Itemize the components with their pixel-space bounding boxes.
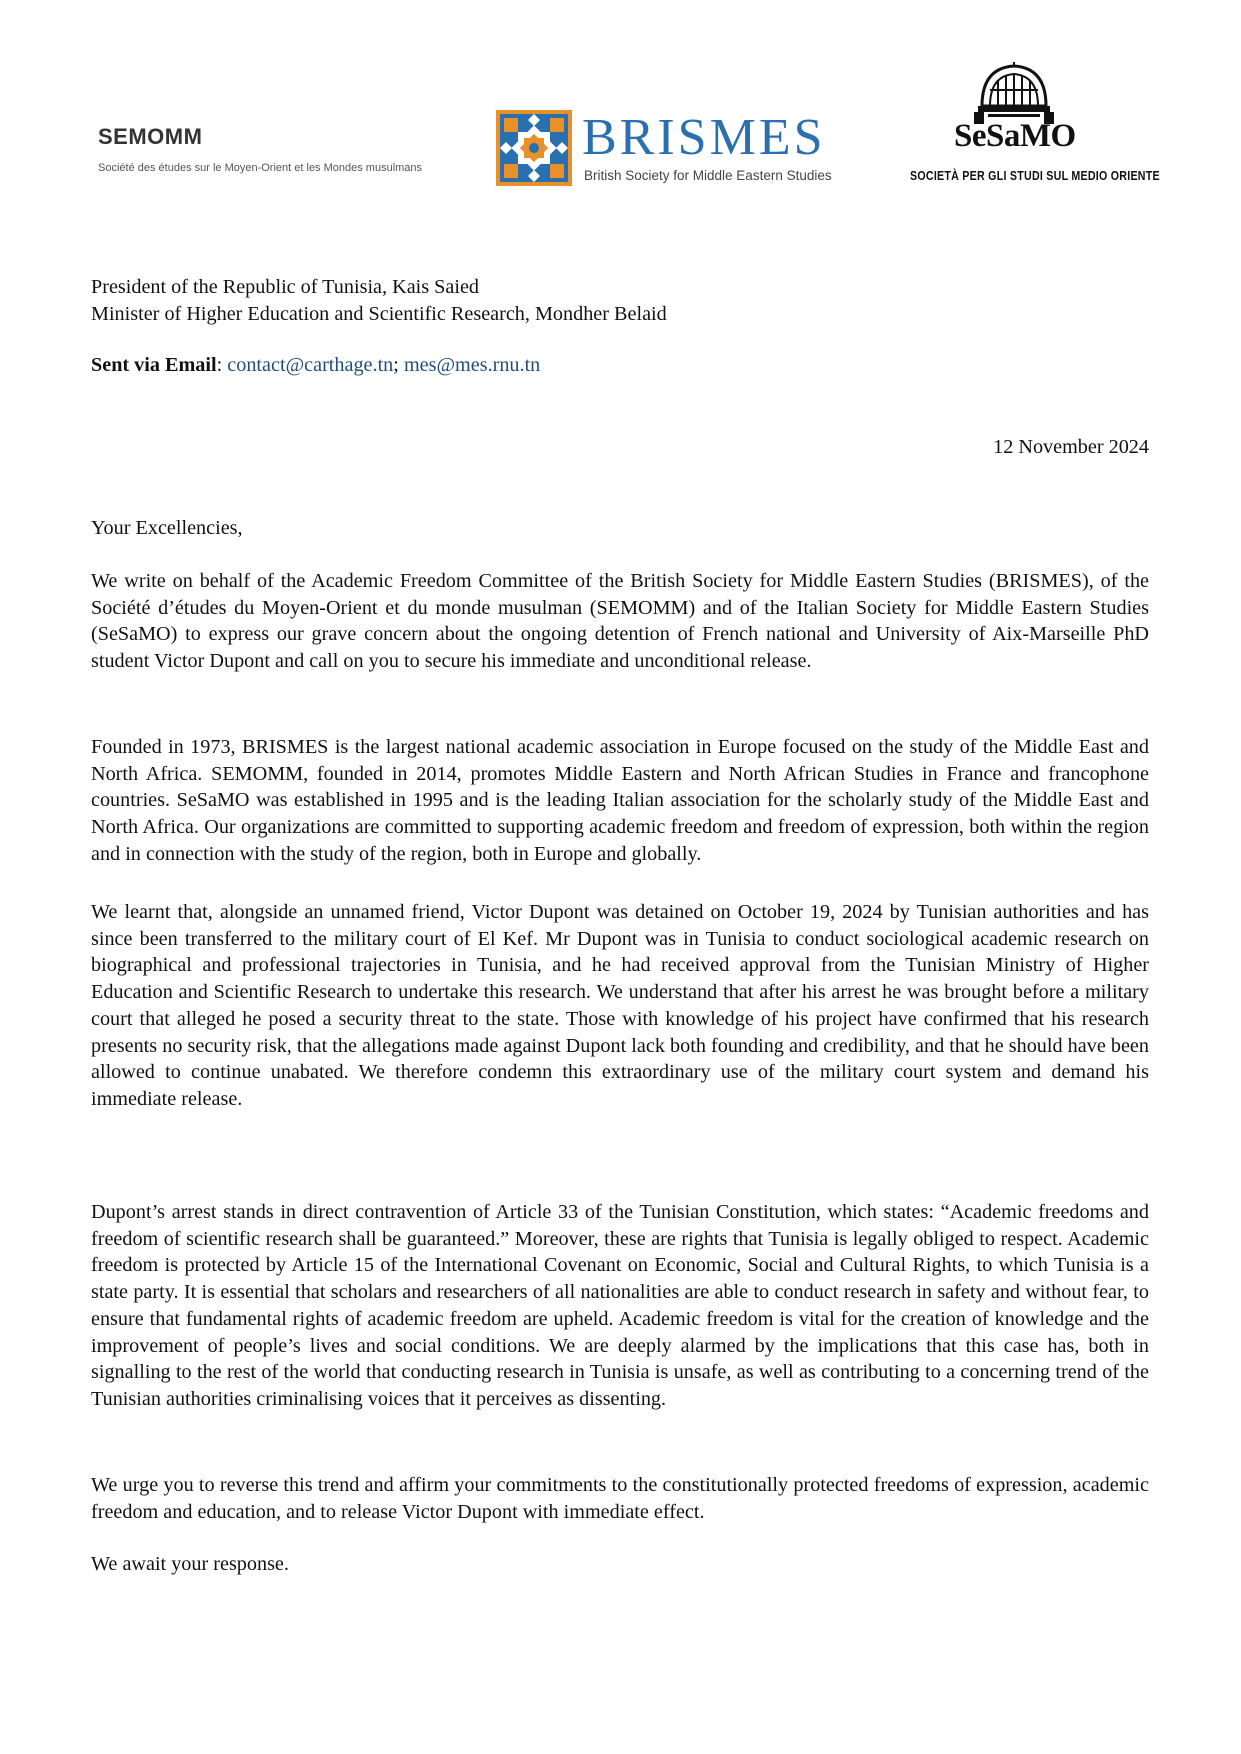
closing-line: We await your response. <box>91 1553 289 1575</box>
sent-via-email-label: Sent via Email <box>91 354 217 376</box>
sesamo-logo-name: SeSaMO <box>954 118 1076 154</box>
body-paragraph: We write on behalf of the Academic Freedom Committee of the British Society for Middle Eastern Studies (BRISMES), of the Société d’études du Moyen-Orient et du monde musulman (SEMOMM) and of the Italian Society for Middle Eastern Studies (SeSaMO) to express our grave concern about the ongoing detention of French national and University of Aix-Marseille PhD student Victor Dupont and call on you to secure his immediate and unconditional release. <box>91 570 1149 673</box>
sent-separator: : <box>216 354 228 376</box>
brismes-emblem-icon <box>496 110 572 186</box>
brismes-logo <box>496 110 856 186</box>
body-paragraph: We urge you to reverse this trend and affirm your commitments to the constitutionally protected freedoms of expression, academic freedom and education, and to release Victor Dupont with immediate effect. <box>91 1474 1149 1523</box>
brismes-logo-name: BRISMES <box>582 109 826 166</box>
email-separator: ; <box>393 354 404 376</box>
brismes-logo-subtitle: British Society for Middle Eastern Studies <box>584 168 832 183</box>
body-paragraph: Founded in 1973, BRISMES is the largest national academic association in Europe focused on the study of the Middle East and North Africa. SEMOMM, founded in 2014, promotes Middle Eastern and North African Studies in France and francophone countries. SeSaMO was established in 1995 and is the leading Italian association for the scholarly study of the Middle East and North Africa. Our organizations are committed to supporting academic freedom and freedom of expression, both within the region and in connection with the study of the region, both in Europe and globally. <box>91 736 1149 865</box>
email-link-carthage[interactable]: contact@carthage.tn <box>227 354 394 376</box>
semomm-logo <box>98 124 422 174</box>
recipient-line: President of the Republic of Tunisia, Kais Saied <box>91 276 480 298</box>
sesamo-logo-subtitle: SOCIETÀ PER GLI STUDI SUL MEDIO ORIENTE <box>910 168 1160 183</box>
letter-date: 12 November 2024 <box>993 436 1149 458</box>
email-link-mes[interactable]: mes@mes.rnu.tn <box>403 354 541 376</box>
semomm-logo-subtitle: Société des études sur le Moyen-Orient et les Mondes musulmans <box>98 162 423 174</box>
body-paragraph: Dupont’s arrest stands in direct contravention of Article 33 of the Tunisian Constitution, which states: “Academic freedoms and freedom of scientific research shall be guaranteed.” Moreover, these are rights that Tunisia is legally obliged to respect. Academic freedom is protected by Article 15 of the International Covenant on Economic, Social and Cultural Rights, to which Tunisia is a state party. It is essential that scholars and researchers of all nationalities are able to conduct research in safety and without fear, to ensure that fundamental rights of academic freedom are upheld. Academic freedom is vital for the creation of knowledge and the improvement of people’s lives and social conditions. We are deeply alarmed by the implications that this case has, both in signalling to the rest of the world that conducting research in Tunisia is unsafe, as well as contributing to a concerning trend of the Tunisian authorities criminalising voices that it perceives as dissenting. <box>91 1201 1149 1410</box>
sesamo-logo <box>910 62 1160 192</box>
salutation: Your Excellencies, <box>91 517 243 539</box>
semomm-logo-name: SEMOMM <box>98 124 203 149</box>
recipient-line: Minister of Higher Education and Scientific Research, Mondher Belaid <box>91 302 667 325</box>
sent-via-email-line <box>91 352 1149 379</box>
body-paragraph: We learnt that, alongside an unnamed friend, Victor Dupont was detained on October 19, 2024 by Tunisian authorities and has since been transferred to the military court of El Kef. Mr Dupont was in Tunisia to conduct sociological academic research on biographical and professional trajectories in Tunisia, and he had received approval from the Tunisian Ministry of Higher Education and Scientific Research to undertake this research. We understand that after his arrest he was brought before a military court that alleged he posed a security threat to the state. Those with knowledge of his project have confirmed that his research presents no security risk, that the allegations made against Dupont lack both founding and credibility, and that he should have been allowed to continue unabated. We therefore condemn this extraordinary use of the military court system and demand his immediate release. <box>91 901 1149 1110</box>
recipient-block <box>91 274 1149 327</box>
sesamo-dome-icon <box>972 62 1056 124</box>
